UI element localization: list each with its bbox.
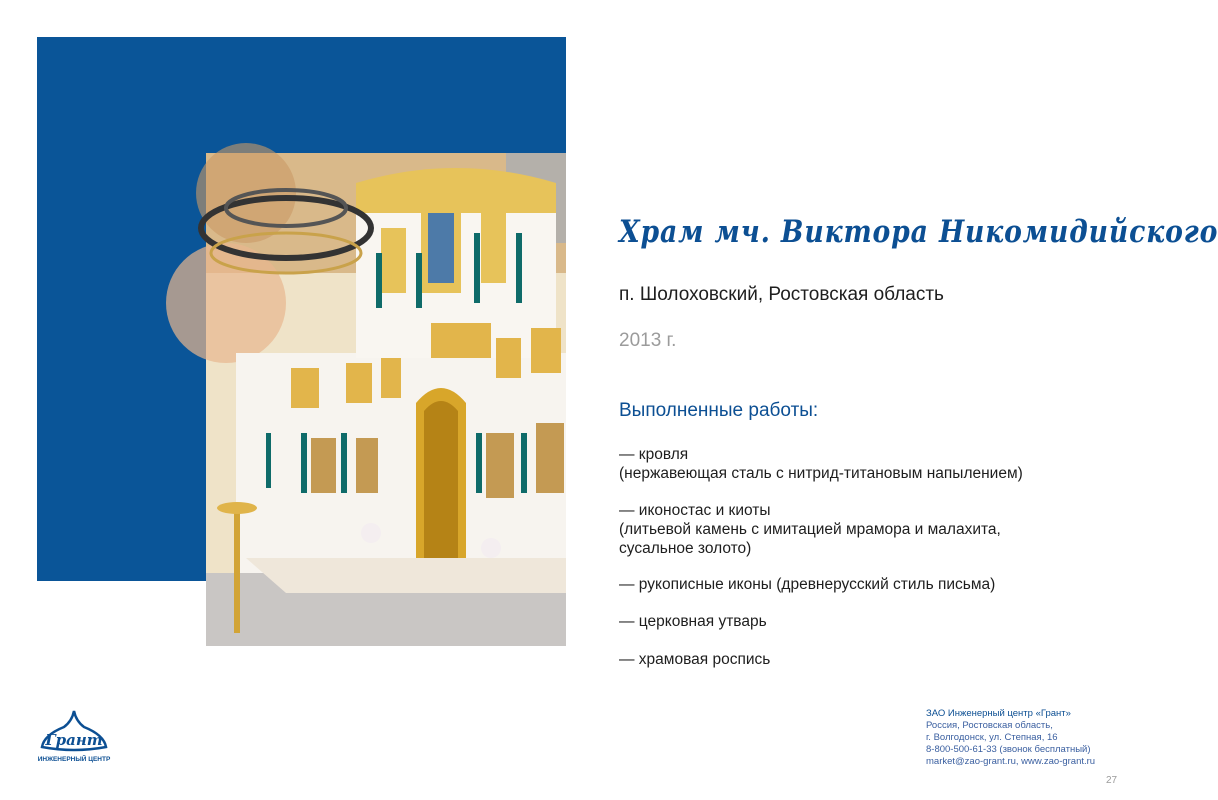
company-name: ЗАО Инженерный центр «Грант» [926, 708, 1071, 719]
work-item-icons: — рукописные иконы (древнерусский стиль письма) [619, 576, 996, 593]
contacts-block [926, 708, 1095, 768]
page-number: 27 [1106, 775, 1118, 786]
grant-logo [34, 707, 114, 767]
work-item-painting: — храмовая роспись [619, 651, 771, 668]
iconostasis-photo [206, 153, 566, 646]
logo-caption: ИНЖЕНЕРНЫЙ ЦЕНТР [37, 756, 111, 763]
address-line-1: Россия, Ростовская область, [926, 720, 1053, 731]
address-line-2: г. Волгодонск, ул. Степная, 16 [926, 732, 1058, 743]
construction-year: 2013 г. [619, 330, 677, 351]
work-item-utensils: — церковная утварь [619, 613, 767, 630]
web-contacts: market@zao-grant.ru, www.zao-grant.ru [926, 756, 1096, 767]
church-title: Храм мч. Виктора Никомидийского [619, 214, 1218, 250]
phone: 8-800-500-61-33 (звонок бесплатный) [926, 744, 1091, 755]
logo-word: Грант [45, 731, 103, 749]
work-item-iconostasis: — иконостас и киоты (литьевой камень с имитацией мрамора и малахита, сусальное золото) [619, 502, 1001, 557]
work-item-roof: — кровля (нержавеющая сталь с нитрид-титановым напылением) [619, 446, 1023, 482]
works-heading: Выполненные работы: [619, 400, 819, 421]
church-location: п. Шолоховский, Ростовская область [619, 284, 944, 305]
